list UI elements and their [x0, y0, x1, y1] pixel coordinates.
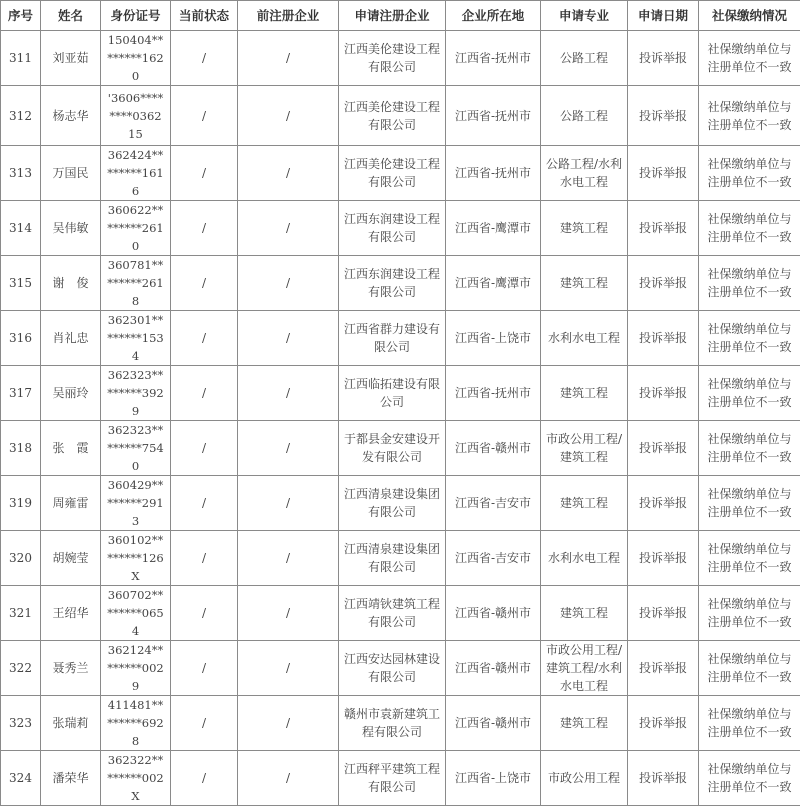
cell-current-status: / — [171, 476, 238, 531]
cell-id-number: 362323********7540 — [101, 421, 171, 476]
cell-previous-company: / — [238, 696, 339, 751]
cell-application-date: 投诉举报 — [628, 311, 699, 366]
cell-application-date: 投诉举报 — [628, 751, 699, 806]
cell-serial-number: 320 — [1, 531, 41, 586]
header-applied-major: 申请专业 — [541, 1, 628, 31]
cell-serial-number: 313 — [1, 146, 41, 201]
header-serial-number: 序号 — [1, 1, 41, 31]
cell-company-location: 江西省-吉安市 — [446, 476, 541, 531]
table-row — [1, 696, 800, 751]
cell-applied-company: 江西东润建设工程有限公司 — [339, 256, 446, 311]
table-row — [1, 531, 800, 586]
cell-company-location: 江西省-上饶市 — [446, 311, 541, 366]
cell-previous-company: / — [238, 641, 339, 696]
cell-name: 谢 俊 — [41, 256, 101, 311]
cell-applied-company: 江西美伦建设工程有限公司 — [339, 146, 446, 201]
table-row — [1, 311, 800, 366]
table-row — [1, 586, 800, 641]
cell-social-insurance-status: 社保缴纳单位与注册单位不一致 — [699, 311, 800, 366]
cell-social-insurance-status: 社保缴纳单位与注册单位不一致 — [699, 201, 800, 256]
cell-previous-company: / — [238, 531, 339, 586]
cell-id-number: 360102********126X — [101, 531, 171, 586]
cell-current-status: / — [171, 531, 238, 586]
table-row — [1, 146, 800, 201]
cell-applied-company: 于都县金安建设开发有限公司 — [339, 421, 446, 476]
cell-social-insurance-status: 社保缴纳单位与注册单位不一致 — [699, 86, 800, 146]
cell-social-insurance-status: 社保缴纳单位与注册单位不一致 — [699, 586, 800, 641]
cell-applied-company: 江西美伦建设工程有限公司 — [339, 86, 446, 146]
cell-name: 潘荣华 — [41, 751, 101, 806]
cell-serial-number: 321 — [1, 586, 41, 641]
table-row — [1, 641, 800, 696]
cell-current-status: / — [171, 31, 238, 86]
cell-company-location: 江西省-赣州市 — [446, 586, 541, 641]
cell-company-location: 江西省-抚州市 — [446, 86, 541, 146]
cell-id-number: 411481********6928 — [101, 696, 171, 751]
cell-company-location: 江西省-鹰潭市 — [446, 256, 541, 311]
cell-previous-company: / — [238, 476, 339, 531]
cell-name: 肖礼忠 — [41, 311, 101, 366]
cell-id-number: 362124********0029 — [101, 641, 171, 696]
cell-serial-number: 315 — [1, 256, 41, 311]
cell-application-date: 投诉举报 — [628, 201, 699, 256]
cell-applied-major: 公路工程 — [541, 86, 628, 146]
header-id-number: 身份证号 — [101, 1, 171, 31]
cell-current-status: / — [171, 311, 238, 366]
cell-serial-number: 311 — [1, 31, 41, 86]
header-previous-company: 前注册企业 — [238, 1, 339, 31]
cell-applied-company: 江西安达园林建设有限公司 — [339, 641, 446, 696]
cell-applied-company: 江西清泉建设集团有限公司 — [339, 531, 446, 586]
cell-current-status: / — [171, 641, 238, 696]
cell-company-location: 江西省-上饶市 — [446, 751, 541, 806]
header-applied-company: 申请注册企业 — [339, 1, 446, 31]
cell-name: 聂秀兰 — [41, 641, 101, 696]
cell-name: 张瑞莉 — [41, 696, 101, 751]
cell-applied-major: 建筑工程 — [541, 476, 628, 531]
cell-previous-company: / — [238, 256, 339, 311]
cell-social-insurance-status: 社保缴纳单位与注册单位不一致 — [699, 366, 800, 421]
cell-applied-major: 市政公用工程 — [541, 751, 628, 806]
cell-current-status: / — [171, 751, 238, 806]
cell-id-number: 360622********2610 — [101, 201, 171, 256]
cell-applied-company: 江西省群力建设有限公司 — [339, 311, 446, 366]
cell-applied-major: 水利水电工程 — [541, 531, 628, 586]
cell-serial-number: 316 — [1, 311, 41, 366]
cell-id-number: 360781********2618 — [101, 256, 171, 311]
cell-name: 胡婉莹 — [41, 531, 101, 586]
cell-name: 王绍华 — [41, 586, 101, 641]
cell-company-location: 江西省-赣州市 — [446, 696, 541, 751]
cell-serial-number: 323 — [1, 696, 41, 751]
cell-current-status: / — [171, 146, 238, 201]
cell-serial-number: 322 — [1, 641, 41, 696]
cell-id-number: 362323********3929 — [101, 366, 171, 421]
cell-company-location: 江西省-吉安市 — [446, 531, 541, 586]
cell-name: 杨志华 — [41, 86, 101, 146]
cell-serial-number: 324 — [1, 751, 41, 806]
header-company-location: 企业所在地 — [446, 1, 541, 31]
cell-company-location: 江西省-抚州市 — [446, 31, 541, 86]
cell-serial-number: 318 — [1, 421, 41, 476]
cell-applied-major: 建筑工程 — [541, 366, 628, 421]
cell-applied-company: 江西东润建设工程有限公司 — [339, 201, 446, 256]
cell-applied-major: 水利水电工程 — [541, 311, 628, 366]
table-row — [1, 86, 800, 146]
cell-application-date: 投诉举报 — [628, 86, 699, 146]
cell-previous-company: / — [238, 31, 339, 86]
header-name: 姓名 — [41, 1, 101, 31]
cell-serial-number: 314 — [1, 201, 41, 256]
cell-current-status: / — [171, 421, 238, 476]
cell-current-status: / — [171, 201, 238, 256]
cell-applied-major: 建筑工程 — [541, 256, 628, 311]
table-header-row — [1, 1, 800, 31]
cell-name: 周雍雷 — [41, 476, 101, 531]
cell-id-number: '3606********036215 — [101, 86, 171, 146]
cell-previous-company: / — [238, 146, 339, 201]
cell-id-number: 362301********1534 — [101, 311, 171, 366]
cell-applied-major: 公路工程 — [541, 31, 628, 86]
cell-name: 张 霞 — [41, 421, 101, 476]
cell-applied-company: 赣州市袁新建筑工程有限公司 — [339, 696, 446, 751]
cell-id-number: 360429********2913 — [101, 476, 171, 531]
cell-serial-number: 317 — [1, 366, 41, 421]
cell-application-date: 投诉举报 — [628, 641, 699, 696]
cell-id-number: 362424********1616 — [101, 146, 171, 201]
cell-application-date: 投诉举报 — [628, 146, 699, 201]
cell-applied-company: 江西美伦建设工程有限公司 — [339, 31, 446, 86]
cell-company-location: 江西省-鹰潭市 — [446, 201, 541, 256]
cell-applied-major: 建筑工程 — [541, 201, 628, 256]
cell-social-insurance-status: 社保缴纳单位与注册单位不一致 — [699, 256, 800, 311]
table-row — [1, 751, 800, 806]
cell-social-insurance-status: 社保缴纳单位与注册单位不一致 — [699, 31, 800, 86]
cell-name: 刘亚茹 — [41, 31, 101, 86]
header-social-insurance-status: 社保缴纳情况 — [699, 1, 800, 31]
table-row — [1, 476, 800, 531]
cell-applied-company: 江西临拓建设有限公司 — [339, 366, 446, 421]
cell-social-insurance-status: 社保缴纳单位与注册单位不一致 — [699, 421, 800, 476]
cell-id-number: 360702********0654 — [101, 586, 171, 641]
header-application-date: 申请日期 — [628, 1, 699, 31]
cell-applied-major: 市政公用工程/建筑工程/水利水电工程 — [541, 641, 628, 696]
table-row — [1, 256, 800, 311]
cell-previous-company: / — [238, 201, 339, 256]
cell-name: 吴丽玲 — [41, 366, 101, 421]
cell-id-number: 150404********1620 — [101, 31, 171, 86]
cell-previous-company: / — [238, 366, 339, 421]
cell-name: 吴伟敏 — [41, 201, 101, 256]
cell-current-status: / — [171, 366, 238, 421]
cell-application-date: 投诉举报 — [628, 586, 699, 641]
table-row — [1, 201, 800, 256]
cell-previous-company: / — [238, 421, 339, 476]
cell-serial-number: 312 — [1, 86, 41, 146]
cell-social-insurance-status: 社保缴纳单位与注册单位不一致 — [699, 751, 800, 806]
cell-application-date: 投诉举报 — [628, 476, 699, 531]
cell-applied-company: 江西秤平建筑工程有限公司 — [339, 751, 446, 806]
cell-previous-company: / — [238, 311, 339, 366]
cell-applied-major: 建筑工程 — [541, 696, 628, 751]
cell-social-insurance-status: 社保缴纳单位与注册单位不一致 — [699, 696, 800, 751]
table-row — [1, 366, 800, 421]
header-current-status: 当前状态 — [171, 1, 238, 31]
cell-applied-company: 江西清泉建设集团有限公司 — [339, 476, 446, 531]
cell-applied-major: 市政公用工程/建筑工程 — [541, 421, 628, 476]
cell-application-date: 投诉举报 — [628, 696, 699, 751]
cell-application-date: 投诉举报 — [628, 256, 699, 311]
cell-id-number: 362322********002X — [101, 751, 171, 806]
cell-name: 万国民 — [41, 146, 101, 201]
cell-application-date: 投诉举报 — [628, 31, 699, 86]
cell-applied-major: 公路工程/水利水电工程 — [541, 146, 628, 201]
table-row — [1, 421, 800, 476]
cell-company-location: 江西省-抚州市 — [446, 366, 541, 421]
cell-company-location: 江西省-抚州市 — [446, 146, 541, 201]
cell-application-date: 投诉举报 — [628, 366, 699, 421]
cell-current-status: / — [171, 86, 238, 146]
cell-previous-company: / — [238, 751, 339, 806]
cell-company-location: 江西省-赣州市 — [446, 421, 541, 476]
cell-social-insurance-status: 社保缴纳单位与注册单位不一致 — [699, 641, 800, 696]
cell-serial-number: 319 — [1, 476, 41, 531]
cell-previous-company: / — [238, 586, 339, 641]
cell-applied-company: 江西靖钬建筑工程有限公司 — [339, 586, 446, 641]
cell-social-insurance-status: 社保缴纳单位与注册单位不一致 — [699, 476, 800, 531]
cell-application-date: 投诉举报 — [628, 421, 699, 476]
table-row — [1, 31, 800, 86]
cell-current-status: / — [171, 586, 238, 641]
cell-company-location: 江西省-赣州市 — [446, 641, 541, 696]
cell-previous-company: / — [238, 86, 339, 146]
cell-application-date: 投诉举报 — [628, 531, 699, 586]
cell-current-status: / — [171, 696, 238, 751]
cell-applied-major: 建筑工程 — [541, 586, 628, 641]
cell-social-insurance-status: 社保缴纳单位与注册单位不一致 — [699, 531, 800, 586]
cell-social-insurance-status: 社保缴纳单位与注册单位不一致 — [699, 146, 800, 201]
cell-current-status: / — [171, 256, 238, 311]
